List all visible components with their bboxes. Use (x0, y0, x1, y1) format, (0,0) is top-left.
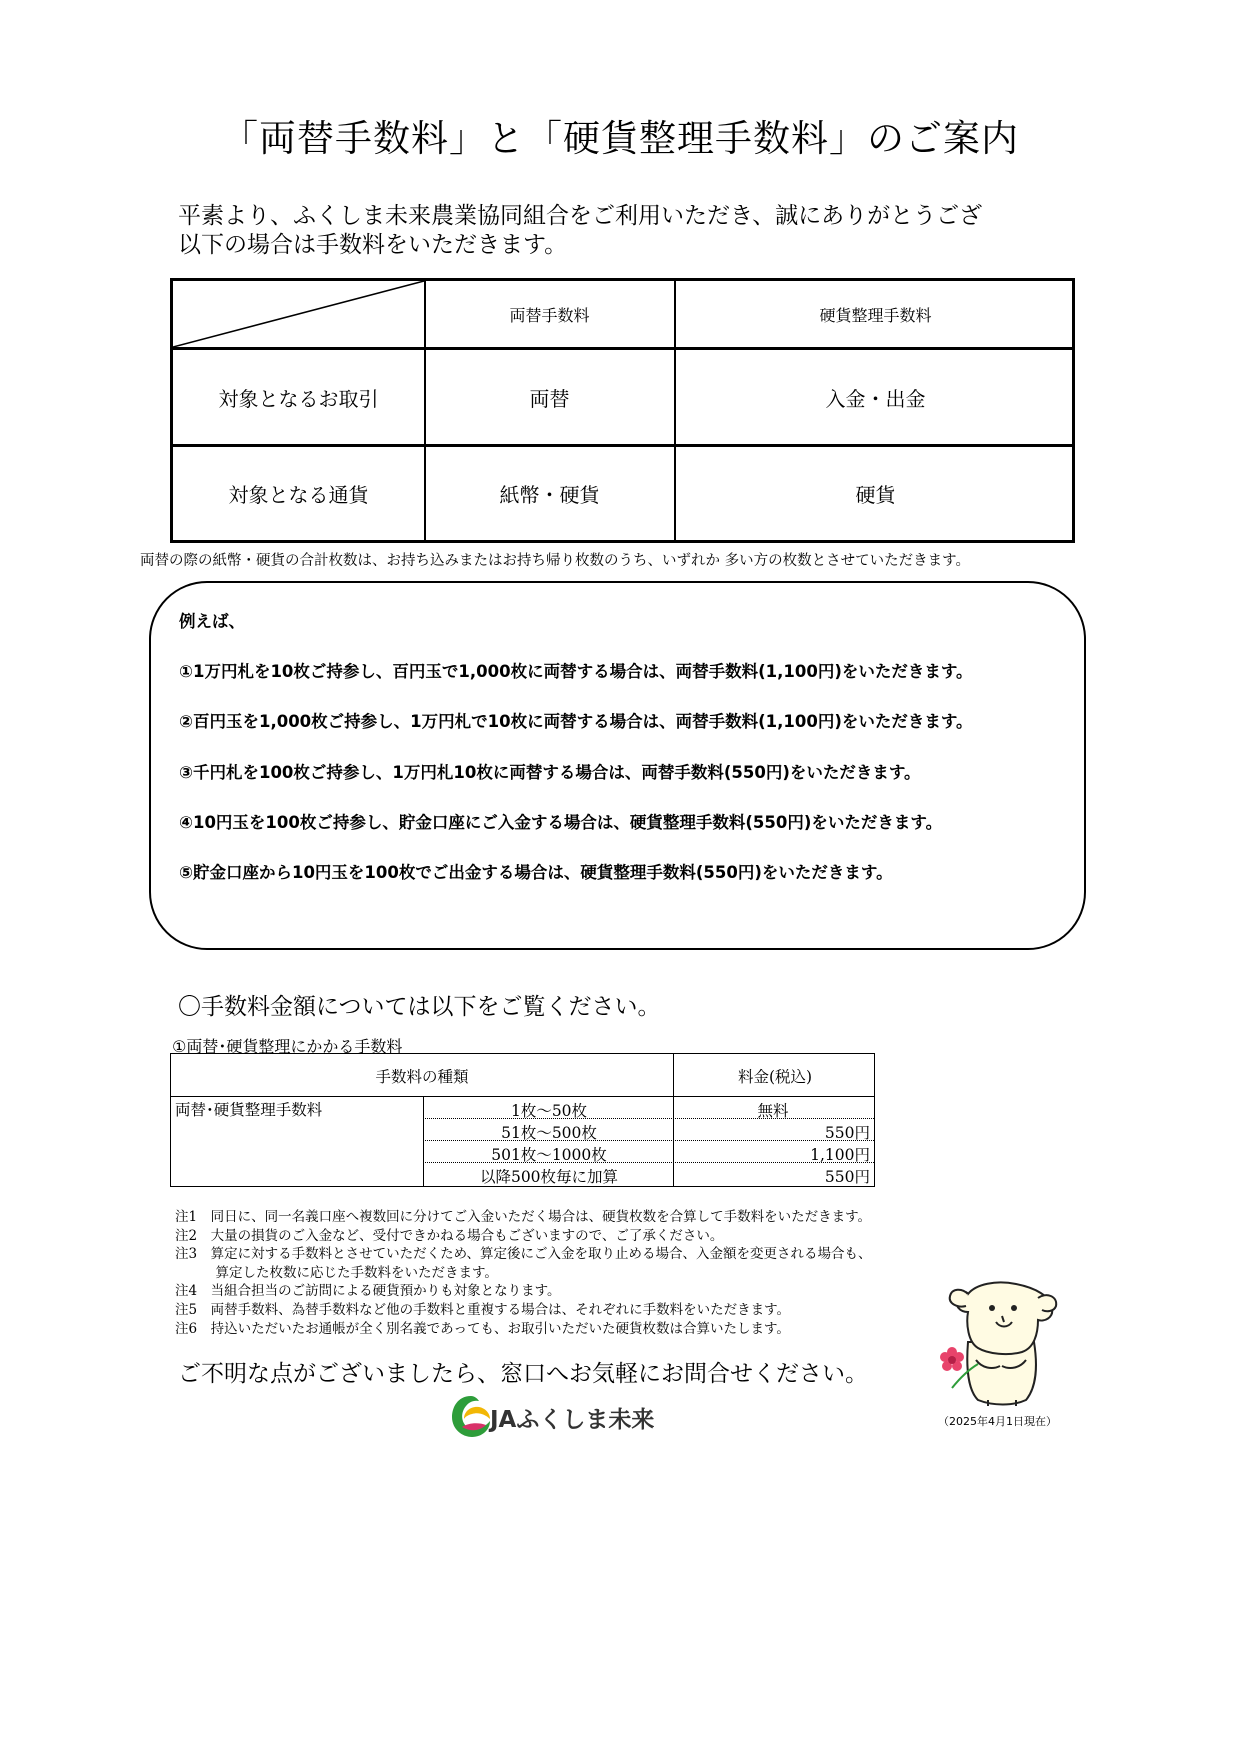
row-label-transaction: 対象となるお取引 (218, 386, 379, 411)
intro-line-2: 以下の場合は手数料をいただきます。 (178, 232, 568, 258)
header-coin-fee: 硬貨整理手数料 (819, 305, 932, 325)
example-item: ③千円札を100枚ご持参し、1万円札10枚に両替する場合は、両替手数料(550円)をいただきます。 (179, 763, 921, 782)
intro-line-1: 平素より、ふくしま未来農業協同組合をご利用いただき、誠にありがとうござ (178, 203, 983, 229)
fee-tier-price: 1,100円 (810, 1146, 870, 1164)
ja-logo-icon (450, 1393, 492, 1439)
fee-amount-table (170, 1053, 875, 1187)
table-note: 両替の際の紙幣・硬貨の合計枚数は、お持ち込みまたはお持ち帰り枚数のうち、いずれか 多い方の枚数とさせていただきます。 (140, 553, 970, 569)
examples-heading: 例えば、 (179, 612, 245, 631)
ja-logo-text: JAふくしま未来 (490, 1407, 655, 1433)
cell-exchange-transaction: 両替 (529, 386, 570, 411)
fee-tier-price: 550円 (824, 1124, 870, 1142)
note-item: 注2 大量の損貨のご入金など、受付できかねる場合もございますので、ご了承ください。 (175, 1227, 724, 1244)
closing-message: ご不明な点がございましたら、窓口へお気軽にお問合せください。 (178, 1361, 868, 1387)
date-note: （2025年4月1日現在） (938, 1415, 1057, 1428)
example-item: ②百円玉を1,000枚ご持参し、1万円札で10枚に両替する場合は、両替手数料(1,100円)をいただきます。 (179, 712, 973, 731)
note-item: 注4 当組合担当のご訪問による硬貨預かりも対象となります。 (175, 1283, 561, 1300)
note-item: 注6 持込いただいたお通帳が全く別名義であっても、お取引いただいた硬貨枚数は合算いたします。 (175, 1320, 790, 1337)
mascot-icon (938, 1272, 1064, 1408)
notes-list (175, 1208, 872, 1338)
fee-header-type: 手数料の種類 (375, 1068, 469, 1086)
row-label-currency: 対象となる通貨 (228, 483, 369, 507)
fee-tier-price: 550円 (824, 1168, 870, 1186)
note-item: 算定した枚数に応じた手数料をいただきます。 (175, 1264, 498, 1281)
example-item: ⑤貯金口座から10円玉を100枚でご出金する場合は、硬貨整理手数料(550円)をいただきます。 (179, 863, 893, 882)
note-item: 注1 同日に、同一名義口座へ複数回に分けてご入金いただく場合は、硬貨枚数を合算して手数料をいただきます。 (175, 1209, 872, 1225)
fee-tier-range: 501枚～1000枚 (491, 1146, 607, 1164)
note-item: 注3 算定に対する手数料とさせていただくため、算定後にご入金を取り止める場合、入金額を変更される場合も、 (175, 1246, 872, 1263)
example-item: ①1万円札を10枚ご持参し、百円玉で1,000枚に両替する場合は、両替手数料(1,100円)をいただきます。 (179, 662, 973, 681)
note-item: 注5 両替手数料、為替手数料など他の手数料と重複する場合は、それぞれに手数料をいただきます。 (175, 1301, 791, 1318)
cell-exchange-currency: 紙幣・硬貨 (499, 483, 600, 507)
fee-tier-range: 以降500枚毎に加算 (479, 1168, 619, 1186)
example-item: ④10円玉を100枚ご持参し、貯金口座にご入金する場合は、硬貨整理手数料(550円)をいただきます。 (179, 813, 943, 832)
fee-tier-range: 1枚～50枚 (510, 1102, 588, 1120)
cell-coin-currency: 硬貨 (855, 483, 896, 507)
diagonal-header-line (173, 281, 425, 348)
fee-subheading: ①両替･硬貨整理にかかる手数料 (172, 1037, 403, 1056)
fee-target-table (170, 278, 1075, 543)
cell-coin-transaction: 入金・出金 (825, 386, 926, 411)
fee-tier-price: 無料 (757, 1102, 789, 1120)
ja-logo (450, 1393, 700, 1445)
examples-box (149, 581, 1086, 950)
fee-tier-range: 51枚～500枚 (501, 1124, 597, 1142)
page-title: 「両替手数料」と「硬貨整理手数料」のご案内 (221, 117, 1019, 160)
fee-row-label: 両替･硬貨整理手数料 (175, 1101, 323, 1119)
fee-intro: 〇手数料金額については以下をご覧ください。 (178, 994, 661, 1020)
fee-header-price: 料金(税込) (737, 1068, 813, 1086)
header-exchange-fee: 両替手数料 (509, 305, 590, 325)
